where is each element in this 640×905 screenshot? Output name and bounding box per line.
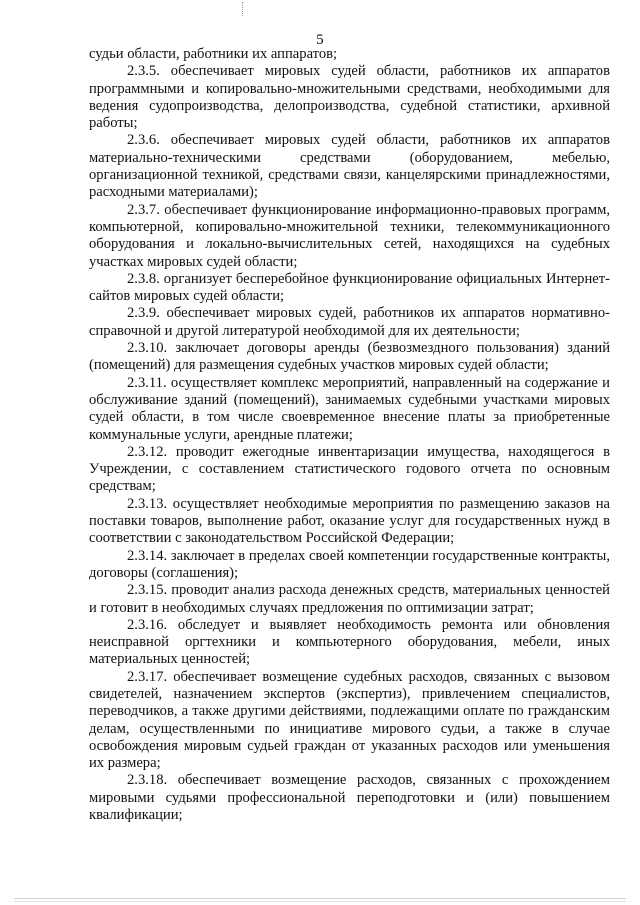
paragraph-2-3-11: 2.3.11. осуществляет комплекс мероприятий, направленный на содержание и обслуживание зданий (помещений), занимаемых судебными участками мировых судей области, в том числе своевременное внесение платы за приобретенные коммунальные услуги, арендные платежи;	[89, 374, 610, 443]
paragraph-2-3-7: 2.3.7. обеспечивает функционирование информационно-правовых программ, компьютерной, копировально-множительной техники, телекоммуникационного оборудования и локально-вычислительных сетей, находящихся на судебных участках мировых судей области;	[89, 201, 610, 270]
document-body	[89, 46, 610, 824]
paragraph-2-3-13: 2.3.13. осуществляет необходимые мероприятия по размещению заказов на поставки товаров, выполнение работ, оказание услуг для государственных нужд в соответствии с законодательством Российской Федерации;	[89, 495, 610, 547]
paragraph-2-3-9: 2.3.9. обеспечивает мировых судей, работников их аппаратов нормативно-справочной и другой литературой необходимой для их деятельности;	[89, 305, 610, 339]
paragraph-2-3-8: 2.3.8. организует бесперебойное функционирование официальных Интернет-сайтов мировых судей области;	[89, 270, 610, 305]
paragraph-2-3-17: 2.3.17. обеспечивает возмещение судебных расходов, связанных с вызовом свидетелей, назначением экспертов (экспертиз), привлечением специалистов, переводчиков, а также другими действиями, подлежащими оплате по гражданским делам, осуществленными по инициативе мирового судьи, а также в случае освобождения мировым судьей граждан от указанных расходов или уменьшения их размера;	[89, 668, 610, 772]
page-bottom-edge-shadow	[14, 901, 626, 902]
paragraph-2-3-14: 2.3.14. заключает в пределах своей компетенции государственные контракты, договоры (соглашения);	[89, 547, 610, 581]
paragraph-2-3-5: 2.3.5. обеспечивает мировых судей области, работников их аппаратов программными и копировально-множительными средствами, необходимыми для ведения судопроизводства, делопроизводства, судебной статистики, архивной работы;	[89, 63, 610, 132]
paragraph-2-3-12: 2.3.12. проводит ежегодные инвентаризации имущества, находящегося в Учреждении, с составлением статистического годового отчета по основным средствам;	[89, 443, 610, 495]
paragraph-2-3-10: 2.3.10. заключает договоры аренды (безвозмездного пользования) зданий (помещений) для размещения судебных участков мировых судей области;	[89, 340, 610, 374]
paragraph-continuation: судьи области, работники их аппаратов;	[89, 46, 338, 62]
page-bottom-edge	[14, 898, 626, 899]
paragraph-2-3-18: 2.3.18. обеспечивает возмещение расходов, связанных с прохождением мировыми судьями профессиональной переподготовки и (или) повышением квалификации;	[89, 772, 610, 824]
paragraph-2-3-15: 2.3.15. проводит анализ расхода денежных средств, материальных ценностей и готовит в необходимых случаях предложения по оптимизации затрат;	[89, 582, 610, 616]
paragraph-2-3-6: 2.3.6. обеспечивает мировых судей области, работников их аппаратов материально-техническими средствами (оборудованием, мебелью, организационной техникой, средствами связи, канцелярскими принадлежностями, расходными материалами);	[89, 132, 610, 201]
paragraph-2-3-16: 2.3.16. обследует и выявляет необходимость ремонта или обновления неисправной оргтехники и компьютерного оборудования, мебели, иных материальных ценностей;	[89, 616, 610, 668]
scan-mark	[242, 2, 244, 16]
page-number: 5	[316, 32, 324, 48]
